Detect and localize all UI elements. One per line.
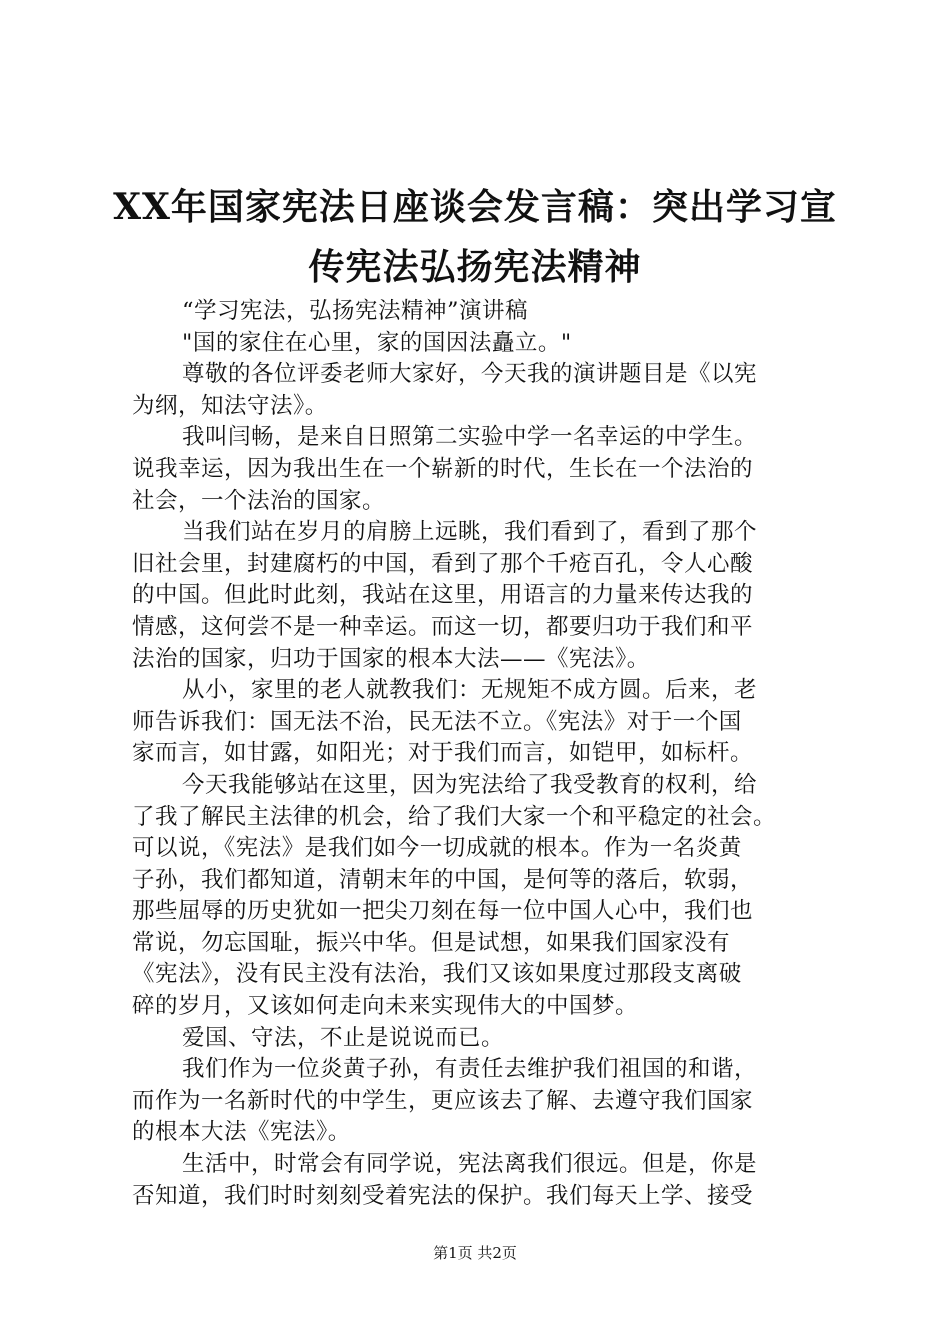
body-line: 当我们站在岁月的肩膀上远眺，我们看到了，看到了那个 [182, 519, 758, 546]
document-title-line-1: XX年国家宪法日座谈会发言稿：突出学习宣 [113, 186, 837, 228]
body-line: 否知道，我们时时刻刻受着宪法的保护。我们每天上学、接受 [132, 1182, 754, 1209]
body-line: 的根本大法《宪法》。 [132, 1119, 351, 1146]
body-line: “学习宪法，弘扬宪法精神”演讲稿 [182, 298, 529, 324]
document-title-line-2: 传宪法弘扬宪法精神 [308, 246, 642, 288]
body-line: 我叫闫畅，是来自日照第二实验中学一名幸运的中学生。 [182, 424, 758, 451]
body-line: 旧社会里，封建腐朽的中国，看到了那个千疮百孔，令人心酸 [132, 550, 754, 577]
body-line: 生活中，时常会有同学说，宪法离我们很远。但是，你是 [182, 1151, 758, 1178]
body-line: 尊敬的各位评委老师大家好，今天我的演讲题目是《以宪 [182, 361, 758, 388]
body-line: 从小，家里的老人就教我们：无规矩不成方圆。后来，老 [182, 677, 758, 704]
body-line: 爱国、守法，不止是说说而已。 [182, 1024, 505, 1051]
body-line: 常说，勿忘国耻，振兴中华。但是试想，如果我们国家没有 [132, 929, 731, 956]
body-line: 可以说，《宪法》是我们如今一切成就的根本。作为一名炎黄 [132, 835, 742, 862]
body-line: 子孙，我们都知道，清朝末年的中国，是何等的落后，软弱， [132, 866, 754, 893]
body-line: 今天我能够站在这里，因为宪法给了我受教育的权利，给 [182, 771, 758, 798]
body-line: 说我幸运，因为我出生在一个崭新的时代，生长在一个法治的 [132, 455, 754, 482]
body-line: 法治的国家，归功于国家的根本大法——《宪法》。 [132, 645, 650, 672]
body-line: 家而言，如甘露，如阳光；对于我们而言，如铠甲，如标杆。 [132, 740, 754, 767]
body-line: 那些屈辱的历史犹如一把尖刀刻在每一位中国人心中，我们也 [132, 898, 754, 925]
document-body [132, 296, 836, 1212]
body-line: 《宪法》，没有民主没有法治，我们又该如果度过那段支离破 [132, 961, 742, 988]
body-line: 我们作为一位炎黄子孙，有责任去维护我们祖国的和谐， [182, 1056, 758, 1083]
body-line: 为纲，知法守法》。 [132, 392, 328, 419]
page-footer: 第1页 共2页 [433, 1244, 517, 1262]
body-line: 而作为一名新时代的中学生，更应该去了解、去遵守我们国家 [132, 1087, 754, 1114]
body-line: 情感，这何尝不是一种幸运。而这一切，都要归功于我们和平 [132, 613, 754, 640]
body-line: 了我了解民主法律的机会，给了我们大家一个和平稳定的社会。 [132, 803, 777, 830]
body-line: "国的家住在心里，家的国因法矗立。" [182, 329, 572, 356]
body-line: 师告诉我们：国无法不治，民无法不立。《宪法》对于一个国 [132, 708, 742, 735]
body-line: 的中国。但此时此刻，我站在这里，用语言的力量来传达我的 [132, 582, 754, 609]
body-line: 社会，一个法治的国家。 [132, 487, 386, 514]
body-line: 碎的岁月，又该如何走向未来实现伟大的中国梦。 [132, 993, 639, 1020]
